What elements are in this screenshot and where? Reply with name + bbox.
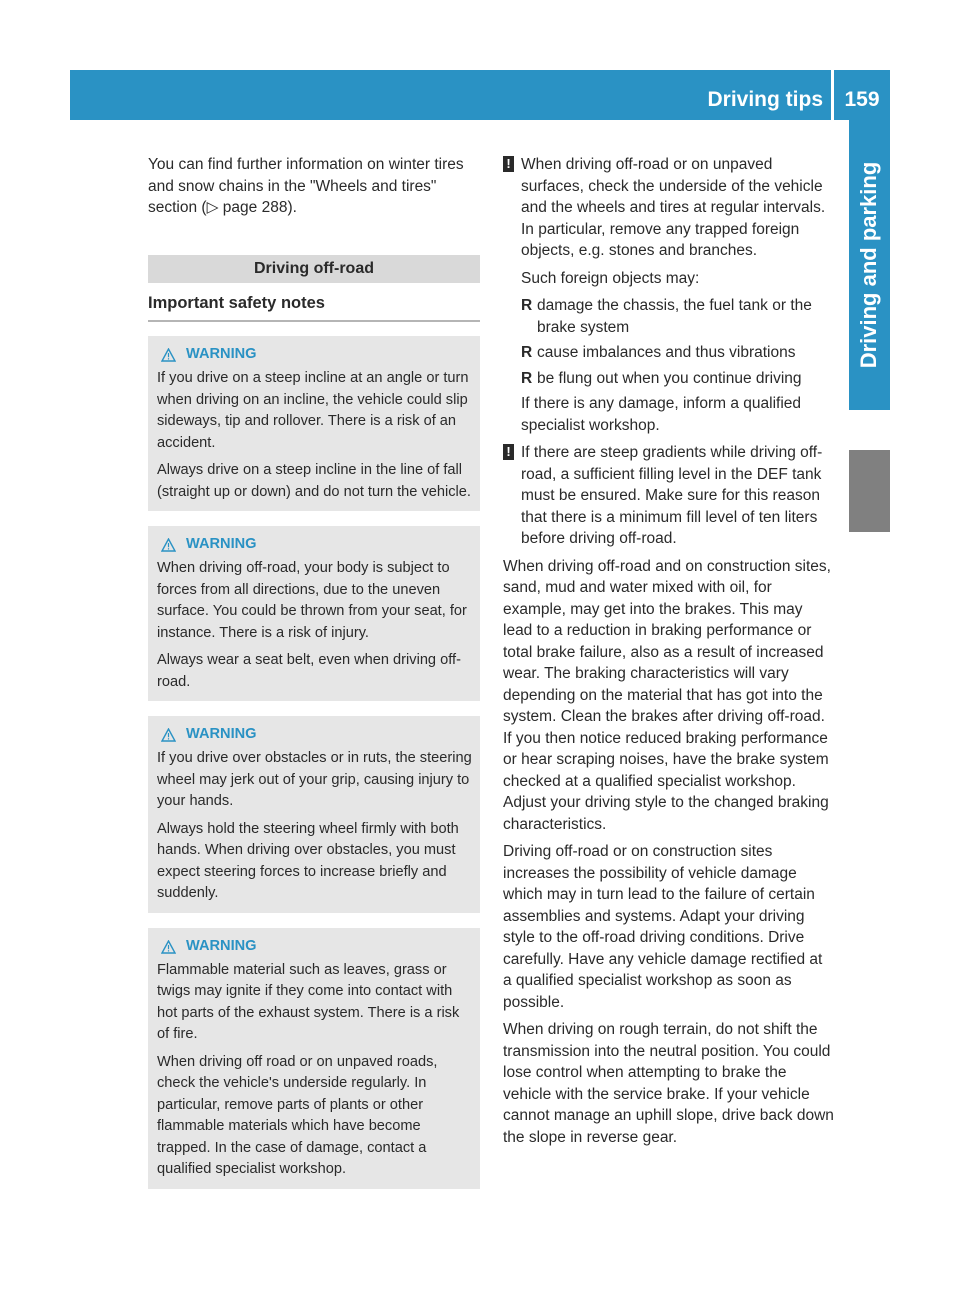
notice-block [503, 154, 835, 436]
bullet-icon: R [521, 297, 533, 314]
notice-exclamation-icon: ! [503, 444, 514, 460]
warning-box [148, 336, 480, 511]
warning-label: WARNING [186, 937, 257, 954]
warning-label: WARNING [186, 536, 257, 553]
side-marker [849, 450, 890, 532]
notice-text: If there are steep gradients while driving off-road, a sufficient filling level in the DEF tank must be ensured. Make sure for this reason that there is a minimum fill level of ten liters before driving off-road. [521, 444, 823, 547]
page-number: 159 [844, 88, 880, 111]
body-paragraph: When driving on rough terrain, do not shift the transmission into the neutral position. You could lose control when attempting to brake the vehicle with the service brake. If your vehicle cannot manage an uphill slope, drive back down the slope in reverse gear. [503, 1021, 834, 1146]
warning-text: If you drive on a steep incline at an angle or turn when driving on an incline, the vehicle could slip sideways, tip and rollover. There is a risk of an accident. [157, 370, 469, 451]
body-paragraph: Driving off-road or on construction sites increases the possibility of vehicle damage which may in turn lead to the failure of certain assemblies and systems. Adapt your driving style to the off-road driving conditions. Drive carefully. Have any vehicle damage rectified at a qualified specialist workshop as soon as possible. [503, 843, 823, 1011]
warning-label: WARNING [186, 346, 257, 363]
warning-header [157, 534, 472, 556]
warning-text: Always hold the steering wheel firmly with both hands. When driving over obstacles, you must expect steering forces to increase briefly and suddenly. [157, 820, 459, 901]
warning-label: WARNING [186, 726, 257, 743]
warning-text: If you drive over obstacles or in ruts, the steering wheel may jerk out of your grip, causing injury to your hands. [157, 750, 472, 809]
warning-triangle-icon [161, 728, 176, 742]
notice-lead: Such foreign objects may: [521, 269, 700, 287]
header-divider [831, 70, 834, 120]
warning-box [148, 716, 480, 913]
warning-triangle-icon [161, 940, 176, 954]
right-column [503, 154, 835, 1154]
warning-header [157, 724, 472, 746]
warning-text: When driving off-road, your body is subject to forces from all directions, due to the uneven surface. You could be thrown from your seat, for instance. There is a risk of injury. [157, 560, 467, 641]
list-item-text: damage the chassis, the fuel tank or the brake system [537, 297, 812, 336]
bullet-icon: R [521, 369, 533, 387]
intro-paragraph: You can find further information on winter tires and snow chains in the "Wheels and tires" section (▷ page 288). [148, 156, 464, 216]
notice-block [503, 442, 835, 550]
warning-text: When driving off road or on unpaved roads, check the vehicle's underside regularly. In particular, remove parts of plants or other flammable materials which have become trapped. In the case of damage, contact a qualified specialist workshop. [157, 1053, 438, 1177]
warning-header [157, 936, 472, 958]
bullet-icon: R [521, 344, 533, 361]
side-tab-label: Driving and parking [856, 161, 881, 369]
notice-after: If there is any damage, inform a qualified specialist workshop. [521, 395, 802, 434]
notice-text: When driving off-road or on unpaved surfaces, check the underside of the vehicle and the wheels and tires at regular intervals. In particular, remove any trapped foreign objects, e.g. stones and branches. [521, 156, 826, 259]
list-item [521, 368, 835, 390]
list-item-text: be flung out when you continue driving [537, 369, 802, 387]
notice-exclamation-icon: ! [503, 156, 514, 172]
header-title: Driving tips [707, 88, 823, 111]
warning-text: Always drive on a steep incline in the line of fall (straight up or down) and do not turn the vehicle. [157, 462, 471, 500]
section-title: Driving off-road [148, 255, 480, 283]
warning-box [148, 928, 480, 1189]
warning-triangle-icon [161, 348, 176, 362]
warning-box [148, 526, 480, 701]
left-column [148, 154, 480, 1204]
warning-header [157, 344, 472, 366]
warning-triangle-icon [161, 538, 176, 552]
list-item [521, 342, 835, 364]
warning-text: Always wear a seat belt, even when driving off-road. [157, 652, 461, 690]
list-item-text: cause imbalances and thus vibrations [537, 344, 796, 361]
body-paragraph: When driving off-road and on construction sites, sand, mud and water mixed with oil, for example, may get into the brakes. This may lead to a reduction in braking performance or total brake failure, also as a result of increased wear. The braking characteristics will vary depending on the material that has got into the system. Clean the brakes after driving off-road. If you then notice reduced braking performance or hear scraping noises, have the brake system checked at a qualified specialist workshop. Adjust your driving style to the changed braking characteristics. [503, 557, 831, 833]
list-item [521, 295, 835, 338]
notice-list [521, 295, 835, 389]
subsection-title: Important safety notes [148, 293, 480, 323]
warning-text: Flammable material such as leaves, grass or twigs may ignite if they come into contact with hot parts of the exhaust system. There is a risk of fire. [157, 961, 460, 1042]
